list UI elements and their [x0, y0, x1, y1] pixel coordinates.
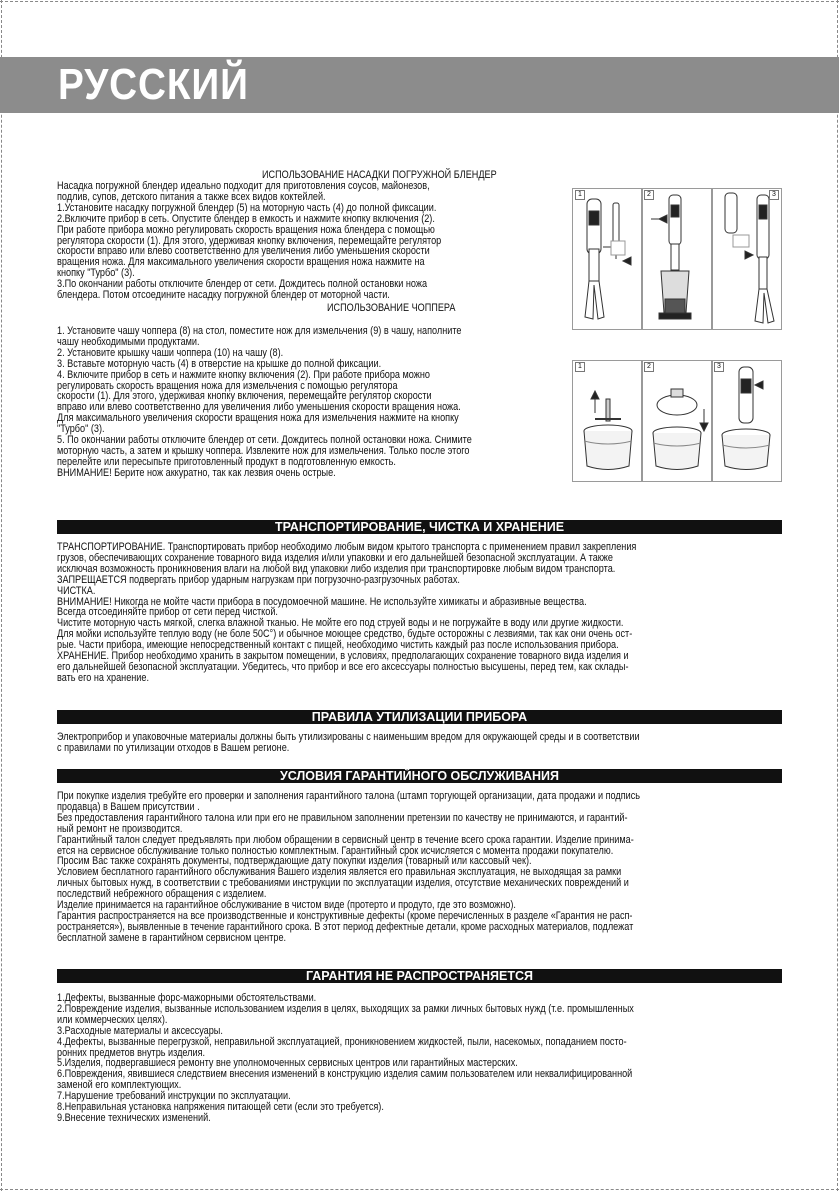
warranty-text	[57, 791, 640, 944]
text-line: 5. По окончании работы отключите блендер от сети. Дождитесь полной остановки ножа. Снимите	[57, 434, 472, 447]
text-line: регулятора скорости (1). Для этого, удерживая кнопку включения, перемещайте регулятор	[57, 234, 442, 247]
text-line: 1. Установите чашу чоппера (8) на стол, поместите нож для измельчения (9) в чашу, наполните	[57, 325, 462, 337]
text-line: 7.Нарушение требований инструкции по эксплуатации.	[57, 1090, 291, 1103]
text-line: вать его на хранение.	[57, 671, 149, 684]
text-line: грузов, обеспечивающих сохранение товарного вида изделия и/или упаковки и его дальнейшей безопасной эксплуатации. А также	[57, 551, 613, 564]
blender-fig-number-2: 2	[644, 190, 654, 200]
text-line: Гарантийный талон следует предъявлять при любом обращении в сервисный центр в течение всего срока гарантии. Изделие принима-	[57, 833, 634, 846]
transport-section-header	[57, 520, 782, 534]
text-line: Насадка погружной блендер идеально подходит для приготовления соусов, майонезов,	[57, 180, 430, 192]
text-line: 8.Неправильная установка напряжения питающей сети (если это требуется).	[57, 1101, 384, 1114]
text-line: перелейте или пересыпьте приготовленный продукт в подготовленную емкость.	[57, 455, 396, 468]
text-line: При покупке изделия требуйте его проверки и заполнения гарантийного талона (штамп торгующей организации, дата продажи и подпись	[57, 790, 641, 802]
text-line: Для мойки используйте теплую воду (не боле 50С°) и обычное моющее средство, будьте осторожны с лезвиями, так как они очень ост-	[57, 628, 633, 641]
chopper-fig-number-2: 2	[644, 362, 654, 372]
text-line: Чистите моторную часть мягкой, слегка влажной тканью. Не мойте его под струей воды и не погружайте в воду или другие жидкости.	[57, 617, 624, 630]
text-line: заменой его комплектующих.	[57, 1079, 182, 1092]
text-line: 2.Повреждение изделия, вызванные использованием изделия в целях, выходящих за рамки личных бытовых нужд (т.е. промышленных	[57, 1002, 634, 1015]
blender-illustration	[573, 189, 781, 329]
text-line: Всегда отсоединяйте прибор от сети перед чисткой.	[57, 606, 278, 619]
disposal-text	[57, 732, 640, 754]
text-line: 3.Расходные материалы и аксессуары.	[57, 1024, 223, 1037]
text-line: скорости (1). Для этого, удерживая кнопку включения, перемещайте регулятор скорости	[57, 390, 432, 403]
exclusions-list	[57, 993, 634, 1124]
text-line: или коммерческих целях).	[57, 1013, 168, 1026]
text-line: личных бытовых нужд, в соответствии с требованиями инструкции по эксплуатации изделия, отсутствие механических повреждений и	[57, 877, 629, 890]
blender-fig-number-3: 3	[769, 190, 779, 200]
blender-fig-number-1: 1	[575, 190, 585, 200]
exclusions-section-title: ГАРАНТИЯ НЕ РАСПРОСТРАНЯЕТСЯ	[305, 969, 533, 983]
cut-line-bottom	[0, 1189, 839, 1190]
text-line: скорости вправо или влево соответственно для увеличения либо уменьшения скорости	[57, 245, 430, 258]
text-line: Для максимального увеличения скорости вращения ножа для измельчения нажмите на кнопку	[57, 412, 459, 425]
text-line: чашу необходимыми продуктами.	[57, 335, 200, 348]
cut-line-right	[837, 0, 838, 1191]
text-line: Условием бесплатного гарантийного обслуживания Вашего изделия является его правильная эксплуатация, не выходящая за рамки	[57, 866, 622, 879]
text-line: ется на сервисное обслуживание только полностью комплектным. Гарантийный срок исчисляется с момента продажи покупателю.	[57, 844, 614, 857]
text-line: исключая возможность проникновения влаги на любой вид упаковки либо изделия при транспортировке любым видом транспорта.	[57, 562, 616, 575]
chopper-fig-number-3: 3	[714, 362, 724, 372]
chopper-instructions	[57, 326, 472, 479]
text-line: последствий небрежного обращения с изделием.	[57, 888, 267, 901]
text-line: 3. Вставьте моторную часть (4) в отверстие на крышке до полной фиксации.	[57, 357, 382, 370]
text-line: Изделие принимается на гарантийное обслуживание в чистом виде (протерто и продуто, где это возможно).	[57, 899, 516, 912]
disposal-section-title: ПРАВИЛА УТИЛИЗАЦИИ ПРИБОРА	[311, 710, 528, 724]
blender-figures	[572, 188, 782, 330]
cut-line-left	[1, 0, 2, 1191]
blender-section-title: ИСПОЛЬЗОВАНИЕ НАСАДКИ ПОГРУЖНОЙ БЛЕНДЕР	[262, 169, 497, 181]
text-line: моторную часть, а затем и крышку чоппера. Извлеките нож для измельчения. Только после этого	[57, 444, 470, 457]
disposal-section-header	[57, 710, 782, 724]
transport-section-title: ТРАНСПОРТИРОВАНИЕ, ЧИСТКА И ХРАНЕНИЕ	[274, 520, 565, 534]
exclusions-section-header	[57, 969, 782, 983]
text-line: "Турбо" (3).	[57, 423, 105, 436]
text-line: При работе прибора можно регулировать скорость вращения ножа блендера с помощью	[57, 223, 435, 236]
warranty-section-title: УСЛОВИЯ ГАРАНТИЙНОГО ОБСЛУЖИВАНИЯ	[279, 769, 560, 783]
text-line: 6.Повреждения, явившиеся следствием внесения изменений в конструкцию изделия самим пользователем или неквалифицированной	[57, 1068, 633, 1081]
text-line: ный ремонт не производится.	[57, 822, 183, 835]
text-line: подлив, супов, детского питания а также всех видов коктейлей.	[57, 190, 326, 203]
blender-instructions	[57, 181, 441, 301]
text-line: 1.Дефекты, вызванные форс-мажорными обстоятельствами.	[57, 992, 317, 1004]
text-line: 4.Дефекты, вызванные перегрузкой, неправильной эксплуатацией, проникновением жидкостей, пыли, насекомых, попаданием посто-	[57, 1035, 627, 1048]
text-line: ространяется»), выявленные в течение гарантийного срока. В этот период дефектные детали, кроме расходных материалов, подлежат	[57, 920, 634, 933]
text-line: ЧИСТКА.	[57, 584, 96, 597]
text-line: ВНИМАНИЕ! Берите нож аккуратно, так как лезвия очень острые.	[57, 466, 336, 479]
text-line: 4. Включите прибор в сеть и нажмите кнопку включения (2). При работе прибора можно	[57, 368, 430, 381]
text-line: регулировать скорость вращения ножа для измельчения с помощью регулятора	[57, 379, 398, 392]
text-line: ЗАПРЕЩАЕТСЯ подвергать прибор ударным нагрузкам при погрузочно-разгрузочных работах.	[57, 573, 460, 586]
text-line: 2. Установите крышку чаши чоппера (10) на чашу (8).	[57, 346, 284, 359]
warranty-section-header	[57, 769, 782, 783]
text-line: 5.Изделия, подвергавшиеся ремонту вне уполномоченных сервисных центров или гарантийных мастерских.	[57, 1057, 518, 1070]
text-line: Гарантия распространяется на все производственные и конструктивные дефекты (кроме перечисленных в разделе «Гарантия не расп-	[57, 909, 633, 922]
text-line: его дальнейшей безопасной эксплуатации. Убедитесь, что прибор и все его аксессуары полностью высушены, перед тем, как склады-	[57, 660, 629, 673]
chopper-figures	[572, 360, 782, 482]
chopper-illustration	[573, 361, 781, 481]
text-line: продавца) в Вашем присутствии .	[57, 800, 200, 813]
text-line: с правилами по утилизации отходов в Вашем регионе.	[57, 741, 290, 754]
text-line: бесплатной замене в гарантийном сервисном центре.	[57, 931, 287, 944]
text-line: ТРАНСПОРТИРОВАНИЕ. Транспортировать прибор необходимо любым видом крытого транспорта с применением правил закрепления	[57, 541, 637, 553]
text-line: ХРАНЕНИЕ. Прибор необходимо хранить в закрытом помещении, в условиях, предполагающих сохранение товарного вида изделия и	[57, 650, 629, 663]
transport-text	[57, 542, 636, 684]
text-line: Электроприбор и упаковочные материалы должны быть утилизированы с наименьшим вредом для окружающей среды и в соответствии	[57, 731, 640, 743]
text-line: вращения ножа. Для максимального увеличения скорости вращения ножа нажмите на	[57, 256, 425, 269]
language-banner	[0, 57, 839, 113]
text-line: рые. Части прибора, имеющие непосредственный контакт с пищей, необходимо чистить каждый раз после использования прибора.	[57, 639, 619, 652]
text-line: ронних предметов внутрь изделия.	[57, 1046, 206, 1059]
text-line: 2.Включите прибор в сеть. Опустите блендер в емкость и нажмите кнопку включения (2).	[57, 212, 435, 225]
text-line: 9.Внесение технических изменений.	[57, 1111, 211, 1124]
text-line: ВНИМАНИЕ! Никогда не мойте части прибора в посудомоечной машине. Не используйте химикаты и абразивные вещества.	[57, 595, 587, 608]
text-line: кнопку "Турбо" (3).	[57, 267, 135, 280]
text-line: 3.По окончании работы отключите блендер от сети. Дождитесь полной остановки ножа	[57, 278, 428, 291]
language-title: РУССКИЙ	[58, 60, 249, 109]
chopper-section-title: ИСПОЛЬЗОВАНИЕ ЧОППЕРА	[327, 302, 456, 314]
text-line: Просим Вас также сохранять документы, подтверждающие дату покупки изделия (товарный или кассовый чек).	[57, 855, 532, 868]
text-line: блендера. Потом отсоедините насадку погружной блендер от моторной части.	[57, 289, 390, 302]
chopper-fig-number-1: 1	[575, 362, 585, 372]
cut-line-top	[0, 1, 839, 2]
text-line: Без предоставления гарантийного талона или при его не правильном заполнении претензии по качеству не принимаются, и гарантий-	[57, 811, 628, 824]
text-line: 1.Установите насадку погружной блендер (5) на моторную часть (4) до полной фиксации.	[57, 201, 437, 214]
text-line: вправо или влево соответственно для увеличения либо уменьшения скорости вращения ножа.	[57, 401, 461, 414]
